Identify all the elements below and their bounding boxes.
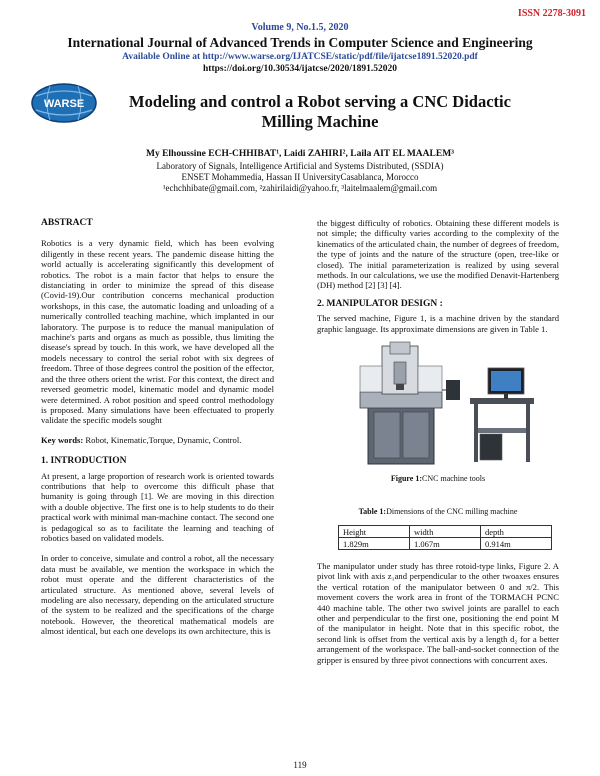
table-header-cell: Height [339, 526, 410, 538]
dimensions-table [338, 525, 552, 550]
abstract-heading: ABSTRACT [41, 218, 93, 228]
table-header-row [339, 526, 552, 538]
logo-text: WARSE [43, 98, 85, 110]
intro-paragraph-2: In order to conceive, simulate and control a robot, all the necessary data must be available, we mention the workspace in which the robot must operate and the different characteristics of the articulated structure. As mentioned above, several levels of modeling are also necessary, depending on the articulated structure of the system to be realized and the specifications of the charge notebook. However, the theoretical mathematical models are almost identical, but each one develops its own architecture, this is [41, 553, 274, 637]
issn-label: ISSN 2278-3091 [517, 8, 586, 19]
abstract-text: Robotics is a very dynamic field, which has been evolving diligently in these recent years. The pandemic disease hitting the world actually is accelerating significantly this development of robotics. The robot is a main factor that helps to ensure the distanciating in order to minimize the spread of this disease (Covid-19).Our contribution concerns mechanical production workshops, in this case, the automatic loading and unloading of a numerically controlled teaching machine, which implanted in our laboratory. The purpose is to reduce the manual manipulation of machine's parts and organs as much as possible, thus limiting the disease's spread by touch. In this work, we have developed all the models necessary to control the serial robot with six degrees of freedom. Three of those degrees control the position of the effector, and the three others orient the wrist. For this context, the direct and reversed geometric model, kinematic model and dynamic model were determined. A robot position and speed control methodology is proposed. Many simulations have been effectuated to properly validate the specific models sought [41, 238, 274, 426]
figure-1-label: Figure 1: [390, 474, 423, 483]
table-cell: 1.067m [410, 538, 481, 550]
cnc-machine-figure [330, 340, 550, 468]
table-1-label: Table 1: [358, 507, 387, 516]
table-header-cell: depth [481, 526, 552, 538]
continued-paragraph: the biggest difficulty of robotics. Obtaining these different models is not simple; the difficulty varies according to the complexity of the kinematics of the articulated chain, the number of degrees of freedom, the type of joints and the nature of the structure (open, tree-like or closed). The initial parameterization is realized by using several methods. In our calculations, we use the modified Denavit-Hartenberg (DH) method [2] [3] [4]. [317, 218, 559, 291]
manipulator-heading: 2. MANIPULATOR DESIGN : [317, 298, 443, 309]
right-column-top [317, 218, 559, 334]
table-1-caption-text: Dimensions of the CNC milling machine [386, 507, 518, 516]
left-column [41, 218, 274, 637]
authors: My Elhoussine ECH-CHHIBAT¹, Laidi ZAHIRI², Laila AIT EL MAALEM³ [145, 149, 455, 159]
figure-1-caption-text: CNC machine tools [422, 474, 486, 483]
volume-line: Volume 9, No.1.5, 2020 [251, 22, 349, 33]
paper-title-line2: Milling Machine [261, 112, 379, 131]
journal-title: International Journal of Advanced Trends in Computer Science and Engineering [67, 35, 533, 50]
table-cell: 1.829m [339, 538, 410, 550]
keywords-text: Robot, Kinematic,Torque, Dynamic, Control. [83, 434, 242, 445]
keywords-label: Key words: [41, 434, 84, 445]
page-number: 119 [293, 760, 307, 770]
affiliation-lab: Laboratory of Signals, Intelligence Artificial and Systems Distributed, (SSDIA) [156, 161, 444, 171]
keywords [41, 435, 274, 445]
table-1-caption [317, 507, 559, 516]
affiliation-univ: ENSET Mohammedia, Hassan II UniversityCasablanca, Morocco [181, 172, 419, 182]
manipulator-paragraph: The served machine, Figure 1, is a machine driven by the standard graphic language. Its approximate dimensions are given in Table 1. [317, 313, 559, 334]
intro-paragraph-1: At present, a large proportion of research work is oriented towards contributions that help to overcome this difficult phase that humanity is going through [1]. We are moving in this direction with a double objective. The first one is to help students to do their practical work with minimal man-machine contact. The second one is pedagogical so as to facilitate the learning and teaching of robotics based on validated models. [41, 470, 274, 543]
introduction-heading: 1. INTRODUCTION [41, 456, 127, 467]
paper-title-line1: Modeling and control a Robot serving a CNC Didactic [129, 92, 511, 111]
warse-logo [30, 82, 98, 124]
table-header-cell: width [410, 526, 481, 538]
table-cell: 0.914m [481, 538, 552, 550]
figure-1-caption [317, 474, 559, 483]
doi-link[interactable]: https://doi.org/10.30534/ijatcse/2020/1891.52020 [203, 64, 397, 74]
paper-title [100, 92, 540, 132]
right-column-bottom [317, 561, 559, 665]
manipulator-description: The manipulator under study has three rotoid-type links, Figure 2. A pivot link with axis z₁and perpendicular to the other twoaxes ensures the vertical rotation of the manipulator between 0 and π/2. This movement covers the work area in front of the TORMACH PCNC 440 machine table. The other two swivel joints are parallel to each other and perpendicular to the first one, positioning the end point M of the manipulator in height. Note that in this specific robot, the second link is offset from the vertical axis by a length d₂ for a better arrangement of the workspace. The ball-and-socket connection of the gripper is ensured by three pivot connections with concurrent axes. [317, 561, 559, 665]
available-url-link[interactable]: Available Online at http://www.warse.org/IJATCSE/static/pdf/file/ijatcse1891.52020.pdf [122, 52, 478, 62]
author-emails: ¹echchhibate@gmail.com, ²zahirilaidi@yahoo.fr, ³laitelmaalem@gmail.com [162, 183, 438, 193]
table-row [339, 538, 552, 550]
